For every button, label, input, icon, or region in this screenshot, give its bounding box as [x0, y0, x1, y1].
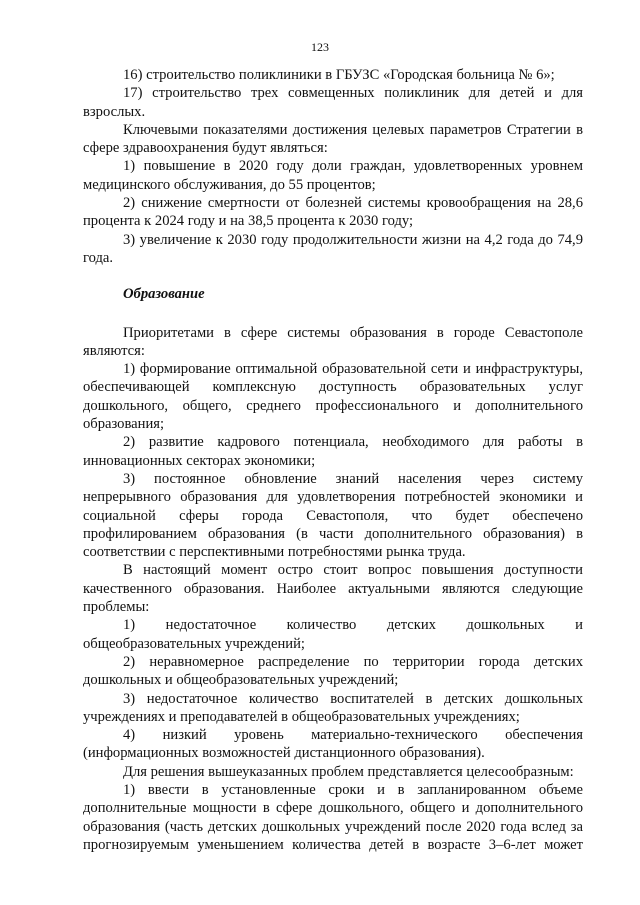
section-heading: Образование	[123, 286, 205, 303]
paragraph: 3) недостаточное количество воспитателей в детских дошкольных учреждениях и преподавателей в общеобразовательных учреждениях;	[83, 690, 583, 725]
paragraph: Ключевыми показателями достижения целевых параметров Стратегии в сфере здравоохранения будут являться:	[83, 121, 583, 157]
paragraph: Для решения вышеуказанных проблем представляется целесообразным:	[123, 763, 574, 780]
paragraph: Приоритетами в сфере системы образования в городе Севастополе являются:	[83, 324, 583, 359]
page-number: 123	[311, 40, 329, 54]
page-content	[83, 66, 583, 854]
paragraph: В настоящий момент остро стоит вопрос повышения доступности качественного образования. Наиболее актуальными являются следующие проблемы:	[83, 562, 583, 616]
paragraph: 1) недостаточное количество детских дошкольных и общеобразовательных учреждений;	[83, 617, 583, 652]
paragraph: 1) повышение в 2020 году доли граждан, удовлетворенных уровнем медицинского обслуживания, до 55 процентов;	[83, 158, 583, 193]
paragraph: 2) неравномерное распределение по территории города детских дошкольных и общеобразовательных учреждений;	[83, 653, 583, 689]
paragraph: 3) постоянное обновление знаний населения через систему непрерывного образования для удовлетворения потребностей экономики и социальной сферы города Севастополя, что будет обеспечено профилированием образования (в части дополнительного образования) в соответствии с перспективными потребностями рынка труда.	[83, 470, 583, 561]
paragraph: 1) формирование оптимальной образовательной сети и инфраструктуры, обеспечивающей комплексную доступность образовательных услуг дошкольного, общего, среднего профессионального и дополнительного образования;	[83, 361, 583, 433]
paragraph: 2) снижение смертности от болезней системы кровообращения на 28,6 процента к 2024 году и на 38,5 процента к 2030 году;	[83, 195, 583, 230]
paragraph: 17) строительство трех совмещенных поликлиник для детей и для взрослых.	[83, 85, 583, 120]
paragraph: 16) строительство поликлиники в ГБУЗС «Городская больница № 6»;	[123, 67, 555, 83]
paragraph: 3) увеличение к 2030 году продолжительности жизни на 4,2 года до 74,9 года.	[83, 231, 583, 266]
paragraph: 4) низкий уровень материально-технического обеспечения (информационных возможностей дистанционного образования).	[83, 727, 583, 762]
paragraph: 1) ввести в установленные сроки и в запланированном объеме дополнительные мощности в сфере дошкольного, общего и дополнительного образования (часть детских дошкольных учреждений после 2020 года вслед за прогнозируемым уменьшением количества детей в возрасте 3–6-лет может	[83, 781, 583, 853]
paragraph: 2) развитие кадрового потенциала, необходимого для работы в инновационных секторах экономики;	[83, 434, 583, 469]
